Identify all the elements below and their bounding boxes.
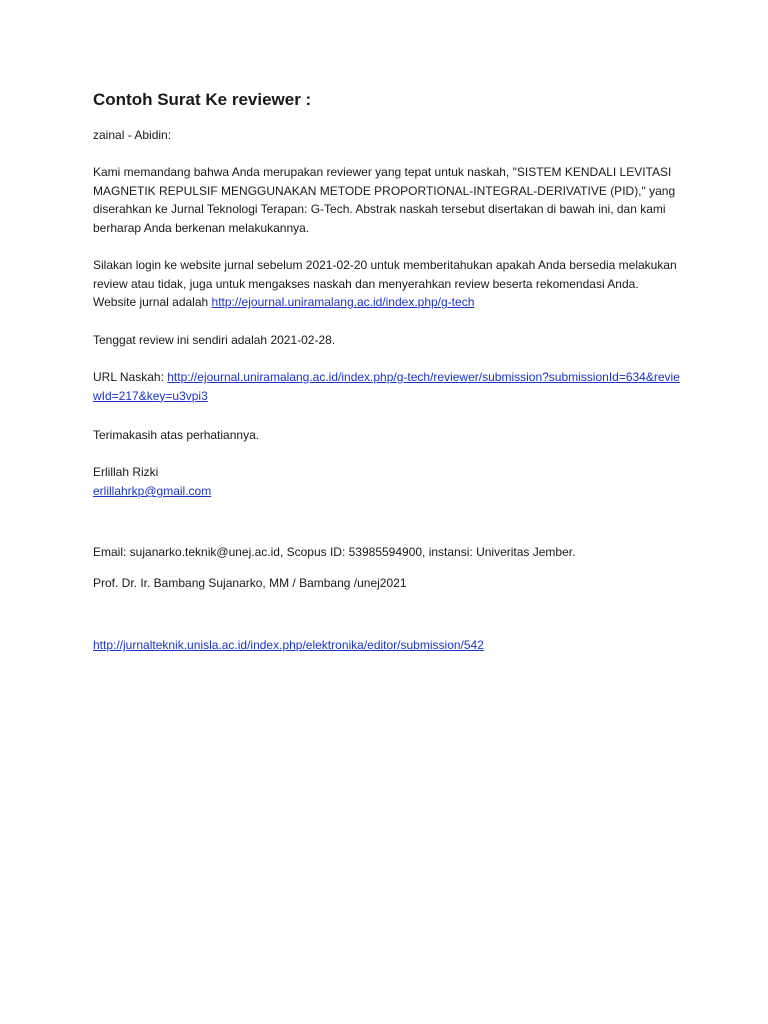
sender-email-link[interactable]: erlillahrkp@gmail.com [93, 484, 212, 498]
salutation: zainal - Abidin: [93, 128, 172, 142]
contact-line: Email: sujanarko.teknik@unej.ac.id, Scopus ID: 53985594900, instansi: Univeritas Jember. [93, 545, 576, 559]
manuscript-url-link[interactable]: http://ejournal.uniramalang.ac.id/index.php/g-tech/reviewer/submission?submissionId=634&reviewId=217&key=u3vpi3 [93, 370, 680, 403]
paragraph-login-text: Silakan login ke website jurnal sebelum 2021-02-20 untuk memberitahukan apakah Anda bersedia melakukan review atau tidak, juga untuk mengakses naskah dan menyerahkan review beserta rekomendasi Anda. Website jurnal adalah [93, 258, 677, 309]
manuscript-url-label: URL Naskah: [93, 370, 168, 384]
deadline-text: Tenggat review ini sendiri adalah 2021-02-28. [93, 333, 336, 347]
reviewer-name-line: Prof. Dr. Ir. Bambang Sujanarko, MM / Bambang /unej2021 [93, 576, 407, 590]
paragraph-login-instructions [93, 256, 683, 312]
document-title: Contoh Surat Ke reviewer : [93, 90, 312, 109]
journal-website-link[interactable]: http://ejournal.uniramalang.ac.id/index.php/g-tech [211, 295, 475, 309]
thanks-text: Terimakasih atas perhatiannya. [93, 428, 260, 442]
paragraph-review-request: Kami memandang bahwa Anda merupakan reviewer yang tepat untuk naskah, "SISTEM KENDALI LEVITASI MAGNETIK REPULSIF MENGGUNAKAN METODE PROPORTIONAL-INTEGRAL-DERIVATIVE (PID)," yang diserahkan ke Jurnal Teknologi Terapan: G-Tech. Abstrak naskah tersebut disertakan di bawah ini, dan kami berharap Anda berkenan melakukannya. [93, 165, 676, 235]
editor-submission-link[interactable]: http://jurnalteknik.unisla.ac.id/index.php/elektronika/editor/submission/542 [93, 638, 484, 652]
bottom-link-line [93, 636, 683, 655]
manuscript-url-line [93, 368, 683, 405]
sender-name: Erlillah Rizki [93, 465, 159, 479]
sender-email-line [93, 482, 683, 501]
